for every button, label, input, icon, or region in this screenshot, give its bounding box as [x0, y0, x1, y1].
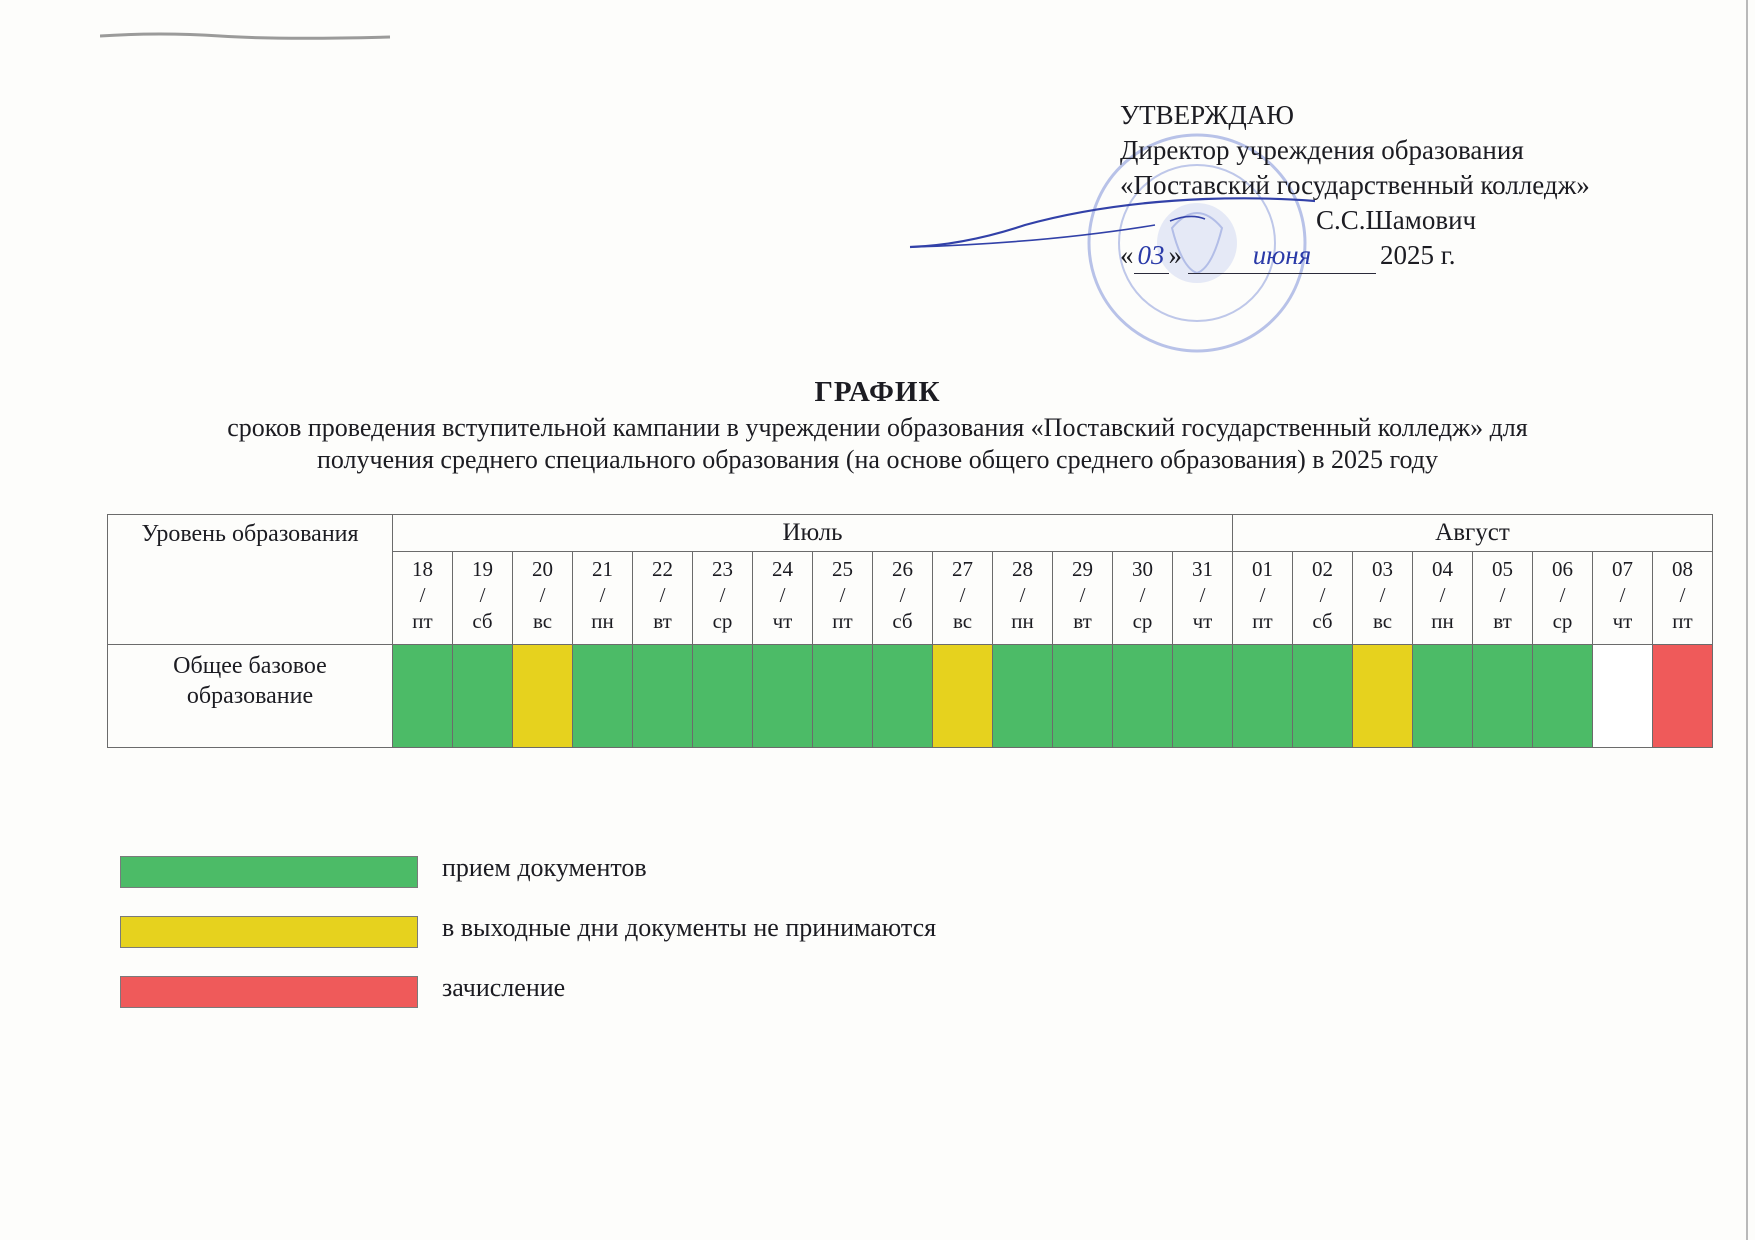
day-sep: /: [1199, 583, 1206, 607]
schedule-cell-accept: [393, 645, 453, 748]
schedule-cell-accept: [1533, 645, 1593, 748]
legend-swatch: [120, 976, 418, 1008]
day-wd: вт: [1493, 609, 1512, 633]
approval-block: [1120, 98, 1720, 274]
day-header-20: [513, 552, 573, 645]
day-header-08: [1653, 552, 1713, 645]
schedule-cell-accept: [573, 645, 633, 748]
day-header-18: [393, 552, 453, 645]
subtitle-line1: сроков проведения вступительной кампании в учреждении образования «Поставский государственный колледж» для: [227, 413, 1528, 442]
schedule-cell-weekend: [933, 645, 993, 748]
day-num: 05: [1492, 557, 1513, 581]
day-header-23: [693, 552, 753, 645]
date-year: 2025 г.: [1380, 240, 1456, 270]
day-header-03: [1353, 552, 1413, 645]
day-header-06: [1533, 552, 1593, 645]
legend-swatch: [120, 916, 418, 948]
legend-label: прием документов: [442, 853, 647, 882]
month-header-row: [108, 515, 1713, 552]
schedule-cell-accept: [1173, 645, 1233, 748]
day-wd: сб: [1312, 609, 1333, 633]
day-header-21: [573, 552, 633, 645]
day-num: 25: [832, 557, 853, 581]
approval-position-line1: Директор учреждения образования: [1120, 135, 1524, 165]
day-wd: чт: [1192, 609, 1213, 633]
month-header-august: Август: [1233, 515, 1713, 552]
table-row: [108, 645, 1713, 748]
schedule-cell-accept: [753, 645, 813, 748]
schedule-cell-accept: [873, 645, 933, 748]
day-wd: пт: [832, 609, 853, 633]
schedule-cell-accept: [1233, 645, 1293, 748]
day-wd: вс: [532, 609, 553, 633]
day-wd: ср: [1552, 609, 1573, 633]
day-wd: сб: [892, 609, 913, 633]
day-wd: пт: [1672, 609, 1693, 633]
day-wd: пт: [1252, 609, 1273, 633]
scan-artifact: [100, 28, 400, 42]
day-num: 19: [472, 557, 493, 581]
day-sep: /: [1559, 583, 1566, 607]
day-sep: /: [1499, 583, 1506, 607]
approval-heading: УТВЕРЖДАЮ: [1120, 100, 1295, 130]
schedule-table: [107, 514, 1713, 748]
day-header-28: [993, 552, 1053, 645]
day-sep: /: [1019, 583, 1026, 607]
day-num: 28: [1012, 557, 1033, 581]
day-header-01: [1233, 552, 1293, 645]
day-header-22: [633, 552, 693, 645]
day-sep: /: [1139, 583, 1146, 607]
day-num: 08: [1672, 557, 1693, 581]
day-header-26: [873, 552, 933, 645]
day-sep: /: [419, 583, 426, 607]
day-wd: пт: [412, 609, 433, 633]
day-sep: /: [1259, 583, 1266, 607]
day-num: 23: [712, 557, 733, 581]
schedule-cell-enroll: [1653, 645, 1713, 748]
day-sep: /: [599, 583, 606, 607]
day-num: 06: [1552, 557, 1573, 581]
day-num: 18: [412, 557, 433, 581]
day-header-31: [1173, 552, 1233, 645]
day-header-05: [1473, 552, 1533, 645]
day-sep: /: [1679, 583, 1686, 607]
day-wd: чт: [772, 609, 793, 633]
schedule-cell-accept: [1293, 645, 1353, 748]
day-num: 02: [1312, 557, 1333, 581]
day-num: 22: [652, 557, 673, 581]
education-level-label: [108, 645, 393, 748]
day-num: 31: [1192, 557, 1213, 581]
day-num: 27: [952, 557, 973, 581]
day-sep: /: [1619, 583, 1626, 607]
date-open-quote: «: [1120, 240, 1134, 270]
schedule-cell-accept: [453, 645, 513, 748]
day-wd: ср: [712, 609, 733, 633]
schedule-cell-weekend: [513, 645, 573, 748]
schedule-cell-none: [1593, 645, 1653, 748]
education-level-label-line2: образование: [186, 683, 314, 709]
legend-swatch: [120, 856, 418, 888]
day-sep: /: [539, 583, 546, 607]
day-num: 03: [1372, 557, 1393, 581]
day-num: 24: [772, 557, 793, 581]
day-header-25: [813, 552, 873, 645]
level-header: Уровень образования: [108, 515, 393, 645]
day-wd: пн: [1431, 609, 1454, 633]
legend-label: в выходные дни документы не принимаются: [442, 913, 937, 942]
day-wd: вс: [952, 609, 973, 633]
day-num: 04: [1432, 557, 1453, 581]
day-num: 07: [1612, 557, 1633, 581]
day-header-24: [753, 552, 813, 645]
schedule-cell-accept: [693, 645, 753, 748]
day-num: 01: [1252, 557, 1273, 581]
schedule-cell-accept: [813, 645, 873, 748]
scan-edge-artifact: [1745, 0, 1749, 1240]
day-sep: /: [719, 583, 726, 607]
schedule-cell-accept: [633, 645, 693, 748]
day-header-30: [1113, 552, 1173, 645]
day-sep: /: [1439, 583, 1446, 607]
subtitle-line2: получения среднего специального образования (на основе общего среднего образования) в 2025 году: [316, 445, 1439, 474]
day-sep: /: [779, 583, 786, 607]
day-header-19: [453, 552, 513, 645]
schedule-cell-weekend: [1353, 645, 1413, 748]
schedule-cell-accept: [1413, 645, 1473, 748]
day-sep: /: [659, 583, 666, 607]
schedule-cell-accept: [1113, 645, 1173, 748]
month-header-july: Июль: [393, 515, 1233, 552]
education-level-label-line1: Общее базовое: [173, 653, 327, 679]
approval-position-line2: «Поставский государственный колледж»: [1120, 170, 1590, 200]
day-num: 29: [1072, 557, 1093, 581]
date-day: 03: [1134, 238, 1169, 274]
legend-label: зачисление: [442, 973, 566, 1002]
date-close-quote: »: [1168, 240, 1182, 270]
day-sep: /: [899, 583, 906, 607]
date-month: июня: [1188, 238, 1376, 274]
day-wd: вс: [1372, 609, 1393, 633]
day-wd: сб: [472, 609, 493, 633]
document-title: ГРАФИК: [814, 376, 941, 408]
day-header-07: [1593, 552, 1653, 645]
day-num: 30: [1132, 557, 1153, 581]
day-sep: /: [839, 583, 846, 607]
day-wd: ср: [1132, 609, 1153, 633]
schedule-cell-accept: [1053, 645, 1113, 748]
day-wd: чт: [1612, 609, 1633, 633]
day-header-29: [1053, 552, 1113, 645]
day-wd: вт: [1073, 609, 1092, 633]
day-num: 21: [592, 557, 613, 581]
day-sep: /: [1079, 583, 1086, 607]
day-header-27: [933, 552, 993, 645]
day-wd: вт: [653, 609, 672, 633]
day-header-04: [1413, 552, 1473, 645]
schedule-cell-accept: [993, 645, 1053, 748]
day-num: 20: [532, 557, 553, 581]
approval-date: [1120, 238, 1720, 274]
day-sep: /: [959, 583, 966, 607]
day-sep: /: [479, 583, 486, 607]
approval-signatory: С.С.Шамович: [1316, 205, 1477, 235]
day-wd: пн: [1011, 609, 1034, 633]
document-subtitle: [100, 412, 1655, 476]
day-sep: /: [1379, 583, 1386, 607]
day-wd: пн: [591, 609, 614, 633]
day-header-02: [1293, 552, 1353, 645]
day-sep: /: [1319, 583, 1326, 607]
day-num: 26: [892, 557, 913, 581]
schedule-cell-accept: [1473, 645, 1533, 748]
